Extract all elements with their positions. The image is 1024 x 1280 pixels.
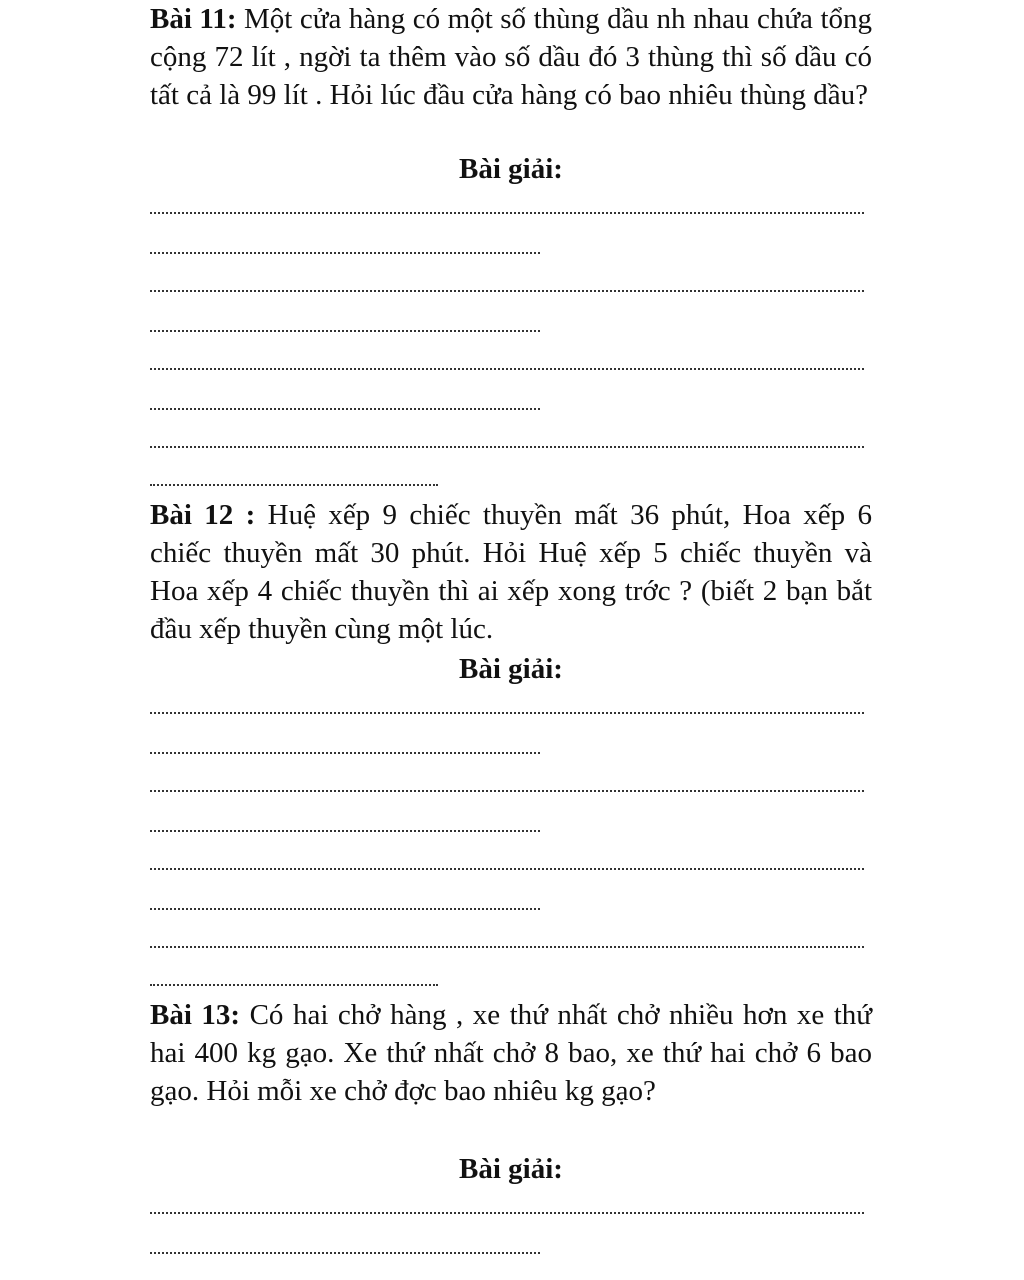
answer-line[interactable] xyxy=(150,212,864,214)
answer-line[interactable] xyxy=(150,1252,540,1254)
problem-13-number: Bài 13: xyxy=(150,999,241,1031)
answer-line[interactable] xyxy=(150,984,438,986)
problem-11-text xyxy=(150,0,872,114)
problem-12-body: Huệ xếp 9 chiếc thuyền mất 36 phút, Hoa xếp 6 chiếc thuyền mất 30 phút. Hỏi Huệ xếp 5 chiếc thuyền và Hoa xếp 4 chiếc thuyền thì ai xếp xong trớc ? (biết 2 bạn bắt đầu xếp thuyền cùng một lúc. xyxy=(150,499,872,645)
problem-12-solution-heading: Bài giải: xyxy=(459,653,563,685)
answer-line[interactable] xyxy=(150,1212,864,1214)
problem-12-number: Bài 12 : xyxy=(150,499,256,531)
problem-13-body: Có hai chở hàng , xe thứ nhất chở nhiều hơn xe thứ hai 400 kg gạo. Xe thứ nhất chở 8 bao, xe thứ hai chở 6 bao gạo. Hỏi mỗi xe chở đợc bao nhiêu kg gạo? xyxy=(150,999,873,1107)
answer-line[interactable] xyxy=(150,790,864,792)
problem-13-text xyxy=(150,996,872,1110)
problem-13-solution-heading: Bài giải: xyxy=(459,1153,563,1185)
answer-line[interactable] xyxy=(150,408,540,410)
answer-line[interactable] xyxy=(150,252,540,254)
problem-11-number: Bài 11: xyxy=(150,3,237,35)
answer-line[interactable] xyxy=(150,752,540,754)
problem-12-text xyxy=(150,496,872,648)
answer-line[interactable] xyxy=(150,908,540,910)
answer-line[interactable] xyxy=(150,830,540,832)
answer-line[interactable] xyxy=(150,290,864,292)
answer-line[interactable] xyxy=(150,484,438,486)
problem-11-body: Một cửa hàng có một số thùng dầu nh nhau chứa tổng cộng 72 lít , ngời ta thêm vào số dầu đó 3 thùng thì số dầu có tất cả là 99 lít . Hỏi lúc đầu cửa hàng có bao nhiêu thùng dầu? xyxy=(150,3,872,111)
answer-line[interactable] xyxy=(150,946,864,948)
answer-line[interactable] xyxy=(150,446,864,448)
problem-11-solution-heading: Bài giải: xyxy=(459,153,563,185)
answer-line[interactable] xyxy=(150,368,864,370)
answer-line[interactable] xyxy=(150,712,864,714)
answer-line[interactable] xyxy=(150,330,540,332)
answer-line[interactable] xyxy=(150,868,864,870)
